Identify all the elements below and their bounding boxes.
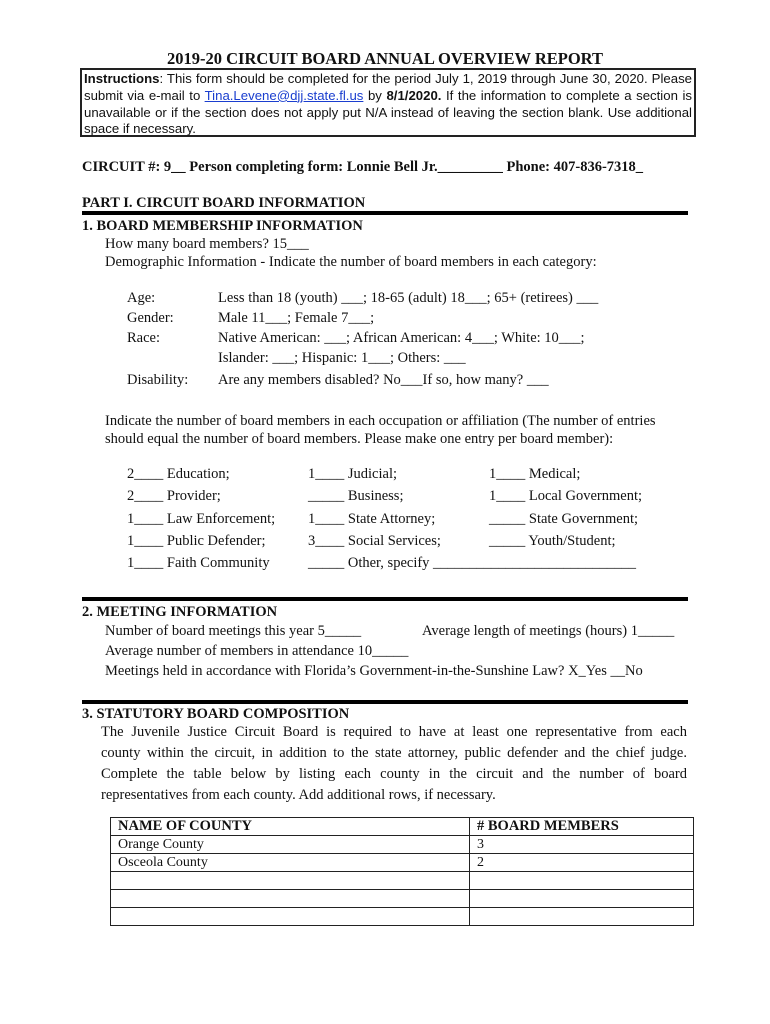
demo-value-gender: Male 11___; Female 7___; (218, 310, 375, 326)
section1-title: 1. BOARD MEMBERSHIP INFORMATION (82, 218, 363, 234)
member-count-cell (470, 908, 694, 926)
meetings-length: Average length of meetings (hours) 1_____ (422, 623, 675, 639)
occupation-entry: 1____ Medical; (489, 466, 581, 482)
demographic-intro: Demographic Information - Indicate the number of board members in each category: (105, 254, 597, 270)
statutory-paragraph-line: Complete the table below by listing each county in the circuit and the number of board (101, 766, 687, 782)
demo-value-race-2: Islander: ___; Hispanic: 1___; Others: ___ (218, 350, 466, 366)
occupation-entry: 1____ Public Defender; (127, 533, 266, 549)
members-question: How many board members? 15___ (105, 236, 309, 252)
instructions-box (80, 68, 696, 137)
demo-value-race: Native American: ___; African American: 4___; White: 10___; (218, 330, 585, 346)
occupation-entry: 1____ State Attorney; (308, 511, 436, 527)
member-count-cell: 2 (470, 854, 694, 872)
statutory-paragraph-line: county within the circuit, in addition to the state attorney, public defender and the chief judge. (101, 745, 687, 761)
section-divider (82, 597, 688, 601)
occupation-entry: _____ Youth/Student; (489, 533, 616, 549)
demo-label-age: Age: (127, 290, 156, 306)
occupation-entry: 1____ Judicial; (308, 466, 398, 482)
email-link[interactable]: Tina.Levene@djj.state.fl.us (204, 87, 364, 103)
table-row (111, 872, 694, 890)
circuit-header-line: CIRCUIT #: 9__ Person completing form: Lonnie Bell Jr._________ Phone: 407-836-7318_ (82, 159, 644, 175)
meetings-attendance: Average number of members in attendance 10_____ (105, 643, 409, 659)
occupation-entry: _____ Business; (308, 488, 404, 504)
section3-title: 3. STATUTORY BOARD COMPOSITION (82, 706, 350, 722)
sunshine-law-compliance: Meetings held in accordance with Florida’s Government-in-the-Sunshine Law? X_Yes __No (105, 663, 643, 679)
table-row (111, 890, 694, 908)
instructions-label: Instructions (84, 71, 160, 86)
section-divider (82, 700, 688, 704)
instructions-text-3: If the information to complete a section is unavailable or if the section does not apply put N/A instead of leaving the section blank. Use additional space if necessary. (84, 87, 692, 137)
county-name-cell (111, 872, 470, 890)
occupation-entry: 2____ Education; (127, 466, 230, 482)
instructions-text-1: : This form should be completed for the period July 1, 2019 through June 30, 2020. Please submit via e-mail to (84, 71, 692, 103)
occupation-entry: _____ State Government; (489, 511, 639, 527)
meetings-count: Number of board meetings this year 5_____ (105, 623, 362, 639)
occupation-entry: 2____ Provider; (127, 488, 221, 504)
column-header-county: NAME OF COUNTY (111, 818, 470, 836)
column-header-members: # BOARD MEMBERS (470, 818, 694, 836)
section2-title: 2. MEETING INFORMATION (82, 604, 278, 620)
county-name-cell (111, 908, 470, 926)
statutory-paragraph-line: representatives from each county. Add additional rows, if necessary. (101, 787, 496, 803)
deadline-date: 8/1/2020. (386, 87, 442, 103)
member-count-cell: 3 (470, 836, 694, 854)
demo-value-age: Less than 18 (youth) ___; 18-65 (adult) 18___; 65+ (retirees) ___ (218, 290, 599, 306)
county-name-cell: Orange County (111, 836, 470, 854)
table-row (111, 854, 694, 872)
occupation-entry: _____ Other, specify ____________________________ (308, 555, 637, 571)
table-row (111, 836, 694, 854)
part1-title: PART I. CIRCUIT BOARD INFORMATION (82, 195, 366, 211)
demo-label-gender: Gender: (127, 310, 174, 326)
occupation-entry: 1____ Law Enforcement; (127, 511, 276, 527)
occupation-intro-2: should equal the number of board members. Please make one entry per board member): (105, 431, 614, 447)
member-count-cell (470, 890, 694, 908)
demo-label-race: Race: (127, 330, 161, 346)
section-divider (82, 211, 688, 215)
statutory-paragraph-line: The Juvenile Justice Circuit Board is required to have at least one representative from each (101, 724, 687, 740)
table-row (111, 908, 694, 926)
instructions-text-2: by (363, 87, 387, 103)
demo-value-disability: Are any members disabled? No___If so, how many? ___ (218, 372, 549, 388)
page-title: 2019-20 CIRCUIT BOARD ANNUAL OVERVIEW REPORT (167, 49, 603, 68)
demo-label-disability: Disability: (127, 372, 189, 388)
table-header-row (111, 818, 694, 836)
county-name-cell (111, 890, 470, 908)
occupation-entry: 1____ Faith Community (127, 555, 270, 571)
occupation-entry: 1____ Local Government; (489, 488, 643, 504)
county-table (110, 817, 694, 926)
occupation-intro-1: Indicate the number of board members in each occupation or affiliation (The number of entries (105, 413, 656, 429)
member-count-cell (470, 872, 694, 890)
county-name-cell: Osceola County (111, 854, 470, 872)
occupation-entry: 3____ Social Services; (308, 533, 441, 549)
